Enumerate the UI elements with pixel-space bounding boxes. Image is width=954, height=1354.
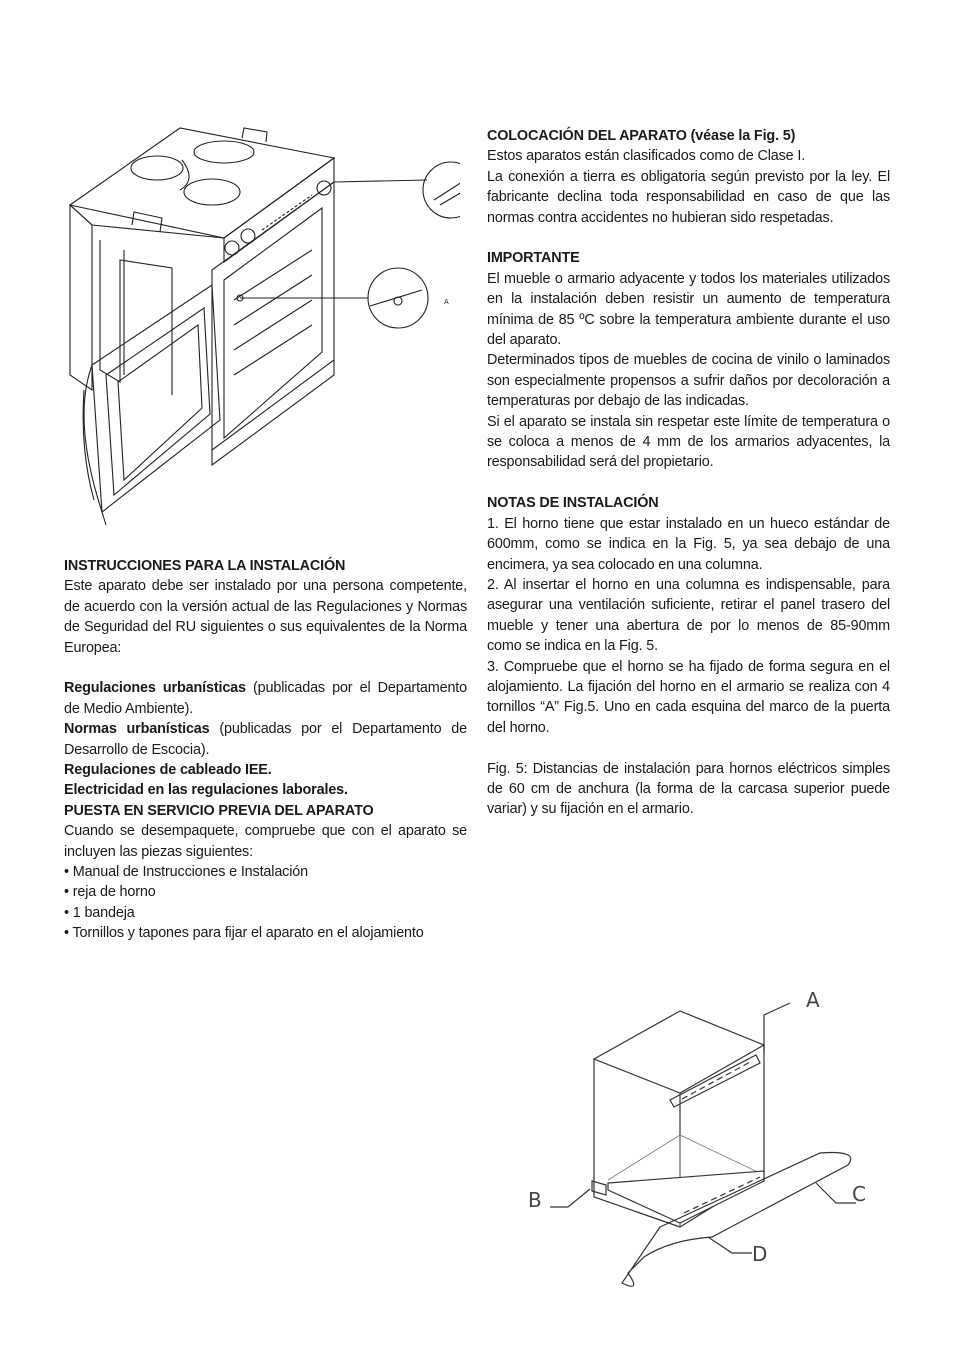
important-p1: El mueble o armario adyacente y todos los materiales utilizados en la instalación deben resistir un aumento de temperatura mínima de 85 ºC sobre la temperatura ambiente durante el uso del aparato. bbox=[487, 270, 890, 349]
list-item: • Manual de Instrucciones e Instalación bbox=[64, 864, 308, 881]
callout-b: B bbox=[528, 1188, 542, 1212]
regulation-building bbox=[64, 678, 467, 719]
placement-heading-title: COLOCACIÓN DEL APARATO bbox=[487, 128, 687, 144]
note-2: 2. Al insertar el horno en una columna es indispensable, para asegurar una ventilación suficiente, retirar el panel trasero del mueble y tener una abertura de por lo menos de 85-90mm como se indica en la Fig. 5. bbox=[487, 576, 890, 655]
notes-heading: NOTAS DE INSTALACIÓN bbox=[487, 495, 659, 512]
callout-a: A bbox=[806, 988, 820, 1012]
unpack-text: Cuando se desempaquete, compruebe que con el aparato se incluyen las piezas siguientes: bbox=[64, 823, 467, 860]
note-1: 1. El horno tiene que estar instalado en un hueco estándar de 600mm, como se indica en la Fig. 5, ya sea debajo de una encimera, ya sea colocado en una columna. bbox=[487, 515, 890, 573]
important-p3: Si el aparato se instala sin respetar este límite de temperatura o se coloca a menos de 4 mm de los armarios adyacentes, la responsabilidad será del propietario. bbox=[487, 413, 890, 471]
installation-heading: INSTRUCCIONES PARA LA INSTALACIÓN bbox=[64, 558, 346, 574]
note-3: 3. Compruebe que el horno se ha fijado de forma segura en el alojamiento. La fijación del horno en el armario se realiza con 4 tornillos “A” Fig.5. Uno en cada esquina del marco de la puerta del horno. bbox=[487, 658, 890, 736]
list-item: • Tornillos y tapones para fijar el aparato en el alojamiento bbox=[64, 925, 424, 942]
regulation-building-title: Regulaciones urbanísticas bbox=[64, 680, 246, 697]
important-p2: Determinados tipos de muebles de cocina de vinilo o laminados son especialmente propensos a sufrir daños por decoloración a temperaturas por debajo de las indicadas. bbox=[487, 352, 890, 410]
regulation-standards bbox=[64, 719, 467, 760]
regulation-wiring: Regulaciones de cableado IEE. bbox=[64, 762, 272, 779]
regulation-building-text: (publicadas por el Departamento de Medio Ambiente). bbox=[64, 680, 468, 717]
regulation-electricity: Electricidad en las regulaciones laborales. bbox=[64, 782, 348, 799]
list-item: • reja de horno bbox=[64, 884, 156, 901]
placement-p1: Estos aparatos están clasificados como de Clase I. bbox=[487, 148, 806, 165]
regulation-standards-text: (publicadas por el Departamento de Desarrollo de Escocia). bbox=[64, 721, 468, 758]
installation-intro: Este aparato debe ser instalado por una persona competente, de acuerdo con la versión actual de las Regulaciones y Normas de Seguridad del RU siguientes o sus equivalentes de la Norma Europea: bbox=[64, 578, 467, 656]
callout-d: D bbox=[752, 1242, 768, 1266]
right-column bbox=[487, 126, 890, 820]
placement-p2: La conexión a tierra es obligatoria según previsto por la ley. El fabricante declina toda responsabilidad en caso de que las normas contra accidentes no hubieran sido respetadas. bbox=[487, 168, 890, 226]
placement-heading-ref: (véase la Fig. 5) bbox=[686, 128, 796, 144]
left-column bbox=[64, 556, 467, 944]
figure-caption: Fig. 5: Distancias de instalación para hornos eléctricos simples de 60 cm de anchura (la forma de la carcasa superior puede variar) y su fijación en el armario. bbox=[487, 760, 890, 818]
commissioning-heading: PUESTA EN SERVICIO PREVIA DEL APARATO bbox=[64, 802, 374, 819]
oven-installation-illustration bbox=[62, 120, 460, 530]
cabinet-installation-diagram bbox=[520, 975, 890, 1315]
detail-label-a: A bbox=[444, 299, 449, 306]
list-item: • 1 bandeja bbox=[64, 904, 135, 921]
callout-c: C bbox=[852, 1182, 866, 1206]
regulation-standards-title: Normas urbanísticas bbox=[64, 721, 210, 738]
important-heading: IMPORTANTE bbox=[487, 250, 580, 267]
placement-heading bbox=[487, 126, 890, 146]
